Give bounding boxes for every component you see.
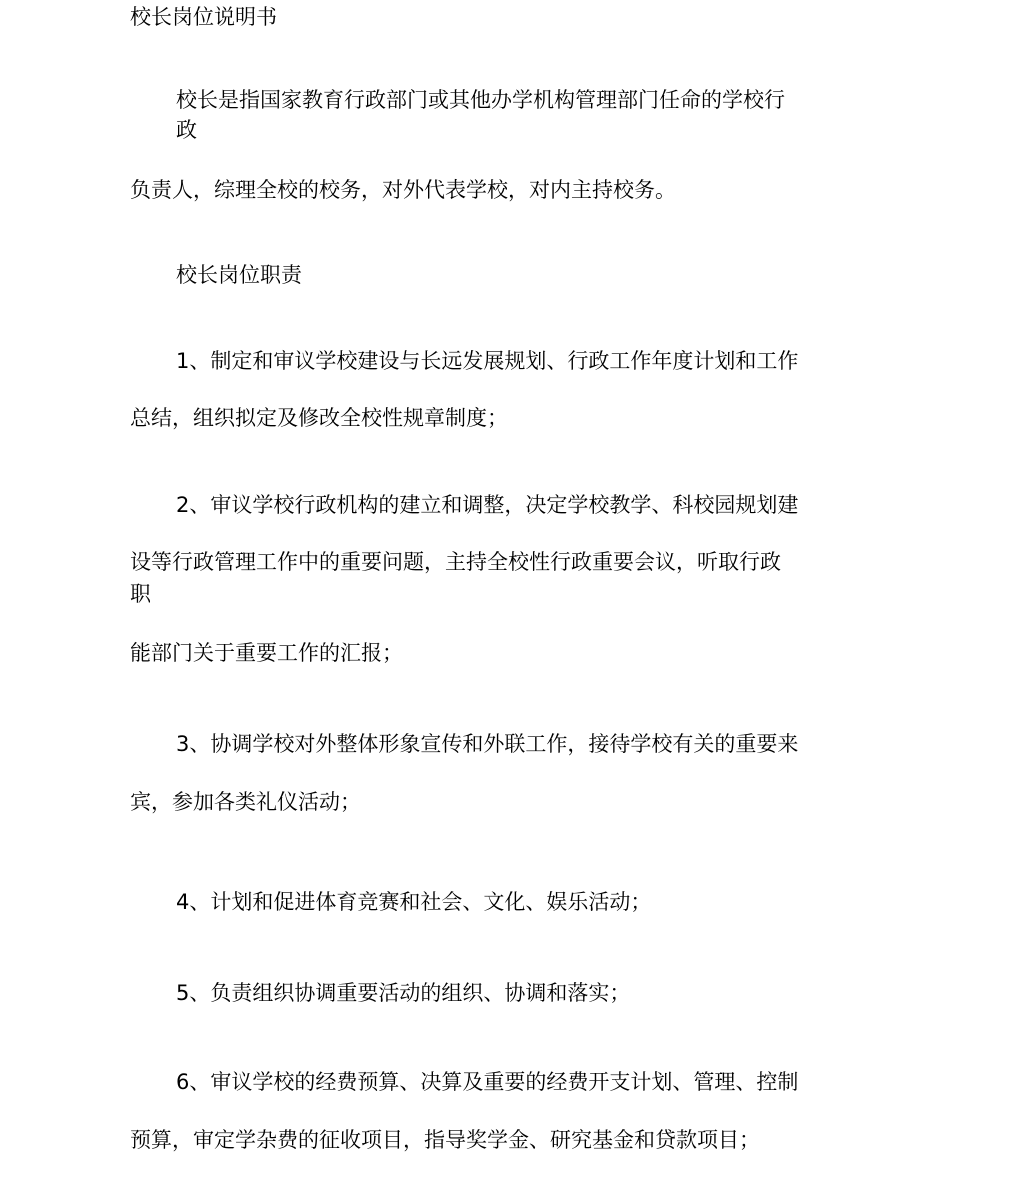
section-heading: 校长岗位职责 [176,263,302,287]
intro-line: 政 [176,118,197,142]
duty-line: 能部门关于重要工作的汇报； [130,641,403,665]
duty-line: 4、计划和促进体育竞赛和社会、文化、娱乐活动； [176,890,652,914]
duty-line: 宾，参加各类礼仪活动； [130,790,361,814]
intro-line: 校长是指国家教育行政部门或其他办学机构管理部门任命的学校行 [176,88,785,112]
duty-line: 1、制定和审议学校建设与长远发展规划、行政工作年度计划和工作 [176,349,799,373]
duty-line: 设等行政管理工作中的重要问题，主持全校性行政重要会议，听取行政 [130,550,781,574]
duty-line: 5、负责组织协调重要活动的组织、协调和落实； [176,981,631,1005]
document-title: 校长岗位说明书 [130,5,277,29]
duty-line: 6、审议学校的经费预算、决算及重要的经费开支计划、管理、控制 [176,1070,799,1094]
duty-line: 2、审议学校行政机构的建立和调整，决定学校教学、科校园规划建 [176,493,799,517]
duty-line: 职 [130,582,151,606]
duty-line: 预算，审定学杂费的征收项目，指导奖学金、研究基金和贷款项目； [130,1128,760,1152]
duty-line: 3、协调学校对外整体形象宣传和外联工作，接待学校有关的重要来 [176,732,799,756]
intro-line: 负责人，综理全校的校务，对外代表学校，对内主持校务。 [130,178,676,202]
duty-line: 总结，组织拟定及修改全校性规章制度； [130,406,508,430]
